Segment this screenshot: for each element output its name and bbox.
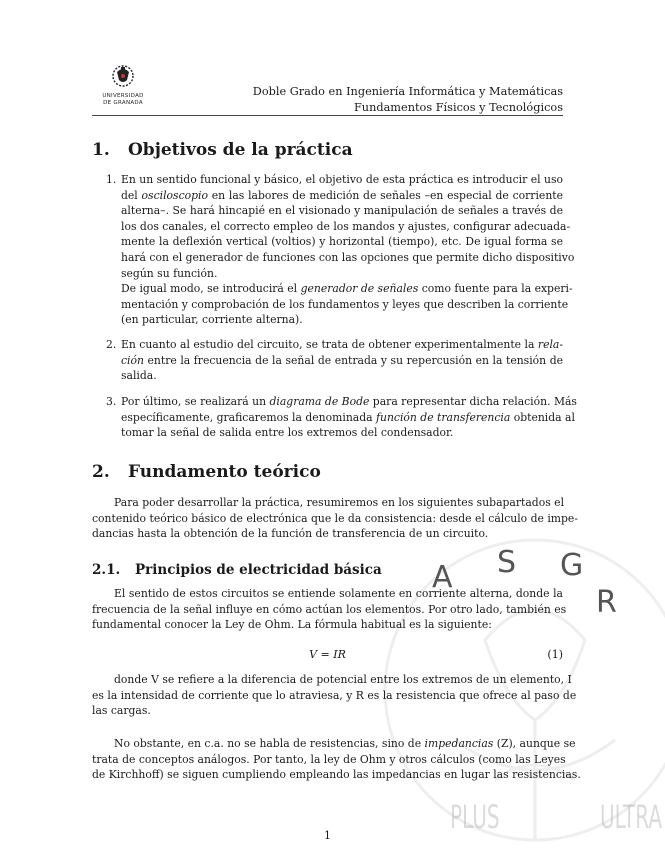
text-run: De igual modo, se introducirá el [121,282,301,296]
text-run: como fuente para la experi- [418,282,573,296]
text-line: fundamental conocer la Ley de Ohm. La fórmula habitual es la siguiente: [92,618,492,632]
subsection-heading [92,562,382,578]
text-line [92,736,576,752]
text-line: hará con el generador de funciones con las opciones que permite dicho dispositivo [121,250,575,264]
text-line: mente la deflexión vertical (voltios) y horizontal (tiempo), etc. De igual forma se [121,235,563,249]
text-line: según su función. [121,266,218,280]
section-heading [92,140,353,160]
text-line: mentación y comprobación de los fundamentos y leyes que describen la corriente [121,297,569,311]
text-run: En cuanto al estudio del circuito, se trata de obtener experimentalmente la [121,338,538,351]
paragraph [92,495,578,542]
text-run: obtenida al [510,410,575,424]
text-line: En un sentido funcional y básico, el objetivo de esta práctica es introducir el uso [121,173,563,186]
text-line: El sentido de estos circuitos se entiende solamente en corriente alterna, donde la [114,587,563,600]
list-marker: 1. [106,173,117,186]
text-line: donde V se refiere a la diferencia de potencial entre los extremos de un elemento, I [114,673,572,686]
emphasis: impedancias [424,737,494,750]
watermark-letter: G [560,548,584,583]
text-line: salida. [121,369,157,383]
section-title: Fundamento teórico [128,462,321,482]
section-heading [92,462,321,482]
text-line: frecuencia de la señal influye en cómo actúan los elementos. Por otro lado, también es [92,602,567,616]
text-line: Para poder desarrollar la práctica, resumiremos en los siguientes subapartados el [114,496,565,509]
text-line [121,394,577,410]
text-line: las cargas. [92,704,151,718]
text-line [121,410,575,426]
text-line: contenido teórico básico de electrónica que le da consistencia: desde el cálculo de impe- [92,511,578,525]
watermark-ultra: ULTRA [600,797,663,837]
page-number: 1 [324,829,331,842]
equation [92,648,563,664]
text-line: de Kirchhoff) se siguen cumpliendo empleando las impedancias en lugar las resistencias. [92,768,581,782]
emphasis: diagrama de Bode [269,395,370,408]
emphasis: ción [121,353,144,367]
list-item [106,172,575,328]
watermark-letter: A [432,560,453,595]
header-rule [92,115,563,116]
section-number: 1. [92,140,110,160]
text-line: es la intensidad de corriente que lo atraviesa, y R es la resistencia que ofrece al paso de [92,688,577,702]
text-line: (en particular, corriente alterna). [121,313,303,327]
objectives-list [106,337,563,384]
text-run: para representar dicha relación. Más [369,395,577,408]
subsection-number: 2.1. [92,562,121,578]
text-line: alterna–. Se hará hincapié en el visionado y manipulación de señales a través de [121,204,563,218]
paragraph [92,672,577,719]
text-line: trata de conceptos análogos. Por tanto, la ley de Ohm y otros cálculos (como las Leyes [92,752,566,766]
text-line [121,188,563,204]
text-line: dancias hasta la obtención de la función de transferencia de un circuito. [92,527,489,541]
list-item [106,394,577,441]
header-degree: Doble Grado en Ingeniería Informática y Matemáticas [252,85,563,98]
text-line [121,337,563,353]
text-run: en las labores de medición de señales –en especial de corriente [207,188,563,202]
text-run: No obstante, en c.a. no se habla de resistencias, sino de [114,737,425,750]
objectives-list [106,172,575,328]
logo-text-line2: DE GRANADA [103,100,143,106]
emphasis: función de transferencia [376,410,511,424]
university-crest-icon [108,62,138,92]
text-run: específicamente, graficaremos la denominada [121,410,376,424]
equation-number: (1) [547,648,563,661]
logo-text-line1: UNIVERSIDAD [102,93,144,99]
watermark-letter: S [497,545,517,580]
text-line [121,353,563,369]
text-line [121,281,573,297]
header-course: Fundamentos Físicos y Tecnológicos [353,101,563,114]
running-header [253,84,563,116]
list-marker: 3. [106,395,117,408]
section-number: 2. [92,462,110,482]
section-title: Objetivos de la práctica [128,140,353,160]
emphasis: osciloscopio [141,188,208,202]
text-run: Por último, se realizará un [121,395,270,408]
text-run: del [121,188,142,202]
watermark-plus: PLUS [450,797,500,837]
list-marker: 2. [106,338,117,351]
text-line: los dos canales, el correcto empleo de los mandos y ajustes, configurar adecuada- [121,219,571,233]
text-line: tomar la señal de salida entre los extremos del condensador. [121,426,454,440]
emphasis: generador de señales [300,282,419,296]
watermark-letter: R [596,585,617,620]
text-run: (Z), aunque se [493,737,576,750]
emphasis: rela- [537,338,563,351]
list-item [106,337,563,384]
subsection-title: Principios de electricidad básica [135,562,382,578]
paragraph [92,736,581,783]
university-logo [96,62,150,108]
equation-expression: V = IR [309,648,346,661]
objectives-list [106,394,577,441]
text-run: entre la frecuencia de la señal de entrada y su repercusión en la tensión de [143,353,563,367]
paragraph [92,586,567,633]
